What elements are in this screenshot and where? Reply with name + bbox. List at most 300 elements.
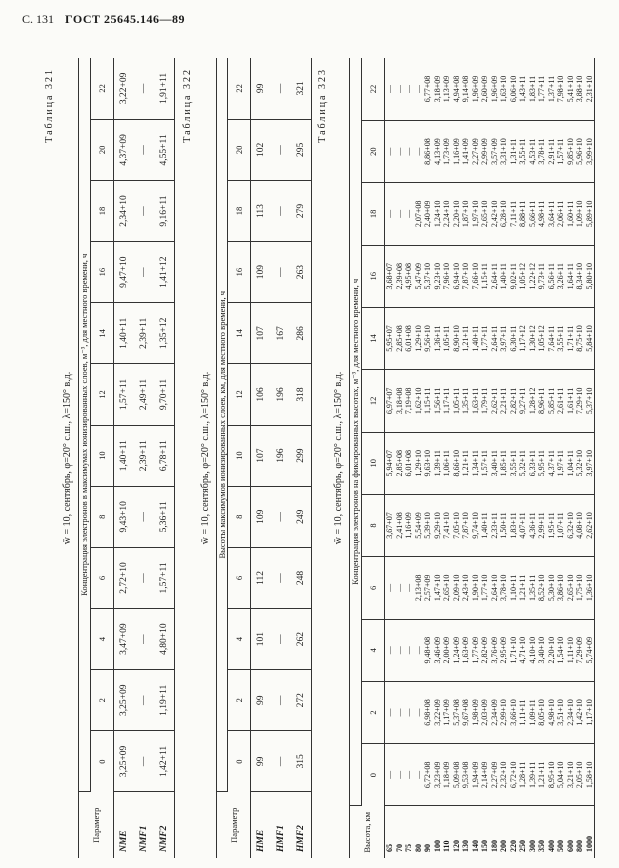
hour-header: 14 <box>228 303 251 364</box>
table-row <box>154 58 175 858</box>
value-cell: 1,04+11 <box>566 432 576 494</box>
value-cell: 1,60+11 <box>566 183 576 245</box>
value-cell: 8,95+10 <box>547 744 557 806</box>
value-cell: 3,78+11 <box>537 120 547 182</box>
value-cell: 2,43+10 <box>461 557 471 619</box>
value-cell: 1,21+11 <box>518 557 528 619</box>
value-cell: 5,32+11 <box>518 432 528 494</box>
value-cell: 1,13+09 <box>442 58 452 120</box>
value-cell: 9,43+10 <box>114 486 135 547</box>
value-cell: 6,72+08 <box>423 744 433 806</box>
value-cell: — <box>134 731 154 792</box>
value-cell: 2,39+11 <box>134 425 154 486</box>
value-cell: 3,46+09 <box>433 619 443 681</box>
table-label: Таблица 322 <box>182 68 193 143</box>
value-cell: — <box>271 180 291 241</box>
height-cell: 800 <box>575 840 584 852</box>
hour-header: 22 <box>362 58 385 120</box>
value-cell: 1,41+09 <box>461 120 471 182</box>
value-cell: 279 <box>291 180 312 241</box>
value-cell: 4,95+08 <box>404 245 414 307</box>
value-cell: 1,34+11 <box>471 432 481 494</box>
value-cell: 1,39+11 <box>433 432 443 494</box>
value-cell: 1,07+11 <box>556 494 566 556</box>
value-cell: 1,75+10 <box>575 557 585 619</box>
value-cell: 1,63+09 <box>461 619 471 681</box>
value-cell: 2,95+09 <box>499 619 509 681</box>
value-cell: 1,21+11 <box>461 307 471 369</box>
value-cell: — <box>414 619 424 681</box>
value-cell: 3,25+09 <box>114 731 135 792</box>
value-cell: 6,28+10 <box>499 183 509 245</box>
value-cell: 3,31+10 <box>499 120 509 182</box>
value-cell: 2,49+11 <box>134 364 154 425</box>
value-cell: 315 <box>291 731 312 792</box>
hour-header: 2 <box>362 681 385 743</box>
hour-header: 0 <box>228 731 251 792</box>
value-cell: 1,63+11 <box>471 370 481 432</box>
value-cell: 9,23+10 <box>433 245 443 307</box>
value-cell: 1,17+11 <box>442 370 452 432</box>
value-cell: 1,31+11 <box>509 120 519 182</box>
value-cell: 3,51+10 <box>556 681 566 743</box>
hour-header: 18 <box>228 180 251 241</box>
table-row <box>423 58 433 858</box>
value-cell: 9,29+10 <box>433 494 443 556</box>
hour-header: 22 <box>228 58 251 119</box>
table-row <box>537 58 547 858</box>
value-cell: — <box>134 547 154 608</box>
value-cell: 1,90+10 <box>471 557 481 619</box>
value-cell: 4,10+10 <box>528 619 538 681</box>
value-cell: — <box>385 557 395 619</box>
value-cell: 2,05+10 <box>575 744 585 806</box>
value-cell: 5,39+10 <box>423 494 433 556</box>
table-row <box>490 58 500 858</box>
value-cell: 8,96+11 <box>537 370 547 432</box>
value-cell: 1,71+11 <box>566 307 576 369</box>
value-cell: 2,41+08 <box>395 494 405 556</box>
value-cell: 1,57+11 <box>480 432 490 494</box>
value-cell: 2,27+09 <box>471 120 481 182</box>
value-cell: 1,15+11 <box>480 245 490 307</box>
hour-header: 0 <box>91 731 114 792</box>
height-cell: 300 <box>527 840 537 852</box>
hour-header: 4 <box>362 619 385 681</box>
value-cell: 5,32+10 <box>575 432 585 494</box>
value-cell: 2,72+10 <box>114 547 135 608</box>
value-cell: 9,47+10 <box>114 242 135 303</box>
value-cell: 3,64+11 <box>547 183 557 245</box>
value-cell: 9,14+08 <box>461 58 471 120</box>
hour-header: 10 <box>228 425 251 486</box>
hour-header: 12 <box>362 370 385 432</box>
value-cell: 1,95+11 <box>547 494 557 556</box>
value-cell: 2,00+09 <box>442 619 452 681</box>
value-cell: 2,64+11 <box>490 245 500 307</box>
value-cell: 5,47+09 <box>414 245 424 307</box>
value-cell: 2,62+11 <box>490 370 500 432</box>
value-cell: 101 <box>251 609 272 670</box>
value-cell: — <box>385 120 395 182</box>
value-cell: 3,97+10 <box>585 432 595 494</box>
value-cell: 2,42+10 <box>490 183 500 245</box>
height-cell: 75 <box>404 844 413 852</box>
value-cell: 2,32+10 <box>499 744 509 806</box>
table-row <box>556 58 566 858</box>
value-cell: 1,37+11 <box>547 58 557 120</box>
value-cell: 3,57+09 <box>490 120 500 182</box>
value-cell: 3,68+07 <box>385 245 395 307</box>
value-cell: 6,97+07 <box>385 370 395 432</box>
value-cell: 7,87+10 <box>461 245 471 307</box>
value-cell: — <box>271 731 291 792</box>
param-cell: HMF2 <box>291 792 312 858</box>
table-row <box>433 58 443 858</box>
value-cell: 106 <box>251 364 272 425</box>
value-cell: 3,40+10 <box>537 619 547 681</box>
value-cell: 1,28+11 <box>518 744 528 806</box>
value-cell: 3,22+09 <box>433 681 443 743</box>
value-cell: 107 <box>251 303 272 364</box>
value-cell: 8,34+10 <box>575 245 585 307</box>
value-cell: 8,75+10 <box>575 307 585 369</box>
value-cell: — <box>385 58 395 120</box>
value-cell: — <box>395 681 405 743</box>
value-cell: 1,39+11 <box>528 744 538 806</box>
hour-header: 20 <box>362 120 385 182</box>
value-cell: 1,96+09 <box>471 58 481 120</box>
value-cell: 1,40+11 <box>499 245 509 307</box>
value-cell: 1,22+12 <box>528 245 538 307</box>
value-cell: 2,07+08 <box>414 183 424 245</box>
hour-header: 2 <box>91 670 114 731</box>
value-cell: 2,20+10 <box>452 183 462 245</box>
value-cell: — <box>271 670 291 731</box>
value-cell: 4,13+09 <box>433 120 443 182</box>
value-cell: 6,94+10 <box>452 245 462 307</box>
value-cell: 7,29+09 <box>575 619 585 681</box>
value-cell: 3,88+10 <box>575 58 585 120</box>
value-cell: 1,71+10 <box>509 619 519 681</box>
value-cell: 1,97+11 <box>556 432 566 494</box>
value-cell: — <box>404 120 414 182</box>
value-cell: 6,77+08 <box>423 58 433 120</box>
value-cell: 3,97+11 <box>499 307 509 369</box>
value-cell: 1,41+12 <box>154 242 175 303</box>
value-cell: 1,29+10 <box>414 432 424 494</box>
value-cell: 5,94+07 <box>385 432 395 494</box>
value-cell: — <box>271 242 291 303</box>
value-cell: 1,83+11 <box>528 58 538 120</box>
param-cell: NME <box>119 830 129 852</box>
value-cell: — <box>414 744 424 806</box>
value-cell: 1,58+10 <box>585 744 595 806</box>
table-row <box>499 58 509 858</box>
height-cell: 100 <box>432 840 442 852</box>
value-cell: 5,95+11 <box>537 432 547 494</box>
value-cell: 1,77+11 <box>480 307 490 369</box>
value-cell: 4,53+11 <box>528 120 538 182</box>
height-cell: 180 <box>489 840 499 852</box>
value-cell: — <box>395 557 405 619</box>
value-cell: 2,65+10 <box>442 557 452 619</box>
value-cell: 1,77+09 <box>471 619 481 681</box>
height-cell: 350 <box>537 840 546 852</box>
value-cell: 8,90+10 <box>452 307 462 369</box>
value-cell: 1,11+11 <box>518 681 528 743</box>
value-cell: 3,18+08 <box>395 370 405 432</box>
value-cell: 7,96+10 <box>442 245 452 307</box>
table-322 <box>216 58 312 858</box>
table-row <box>509 58 519 858</box>
value-cell: 263 <box>291 242 312 303</box>
value-cell: 2,99+09 <box>480 120 490 182</box>
table-row <box>404 58 414 858</box>
value-cell: 5,66+11 <box>528 183 538 245</box>
value-cell: 9,63+10 <box>423 432 433 494</box>
value-cell: 1,96+09 <box>490 58 500 120</box>
value-cell: 3,22+09 <box>114 58 135 119</box>
value-cell: 196 <box>271 425 291 486</box>
height-cell: 120 <box>451 840 461 852</box>
table-row <box>461 58 471 858</box>
value-cell: 6,01+08 <box>404 307 414 369</box>
value-cell: 1,91+11 <box>154 58 175 119</box>
value-cell: 9,74+10 <box>471 494 481 556</box>
value-cell: 262 <box>291 609 312 670</box>
value-cell: 7,87+10 <box>461 494 471 556</box>
value-cell: 5,80+10 <box>585 245 595 307</box>
value-cell: 3,55+11 <box>509 432 519 494</box>
hour-header: 6 <box>362 557 385 619</box>
value-cell: 9,48+08 <box>423 619 433 681</box>
value-cell: 7,19+08 <box>404 370 414 432</box>
value-cell: 321 <box>291 58 312 119</box>
table-row <box>251 58 272 858</box>
value-cell: 5,54+09 <box>414 494 424 556</box>
value-cell: 4,71+10 <box>518 619 528 681</box>
value-cell: 1,28+12 <box>528 370 538 432</box>
group-header: Высоты максимумов ионизированных слоев, км, для местного времени, ч <box>217 58 228 792</box>
value-cell: 286 <box>291 303 312 364</box>
table-row <box>480 58 490 858</box>
hour-header: 10 <box>91 425 114 486</box>
param-header: Высота, км <box>350 806 385 858</box>
value-cell: 1,05+12 <box>518 245 528 307</box>
hour-header: 18 <box>362 183 385 245</box>
table-row <box>414 58 424 858</box>
hour-header: 20 <box>228 119 251 180</box>
value-cell: 167 <box>271 303 291 364</box>
value-cell: 3,26+11 <box>556 245 566 307</box>
height-cell: 250 <box>518 840 527 852</box>
value-cell: — <box>134 609 154 670</box>
value-cell: 9,16+11 <box>154 180 175 241</box>
height-cell: 90 <box>423 844 432 852</box>
value-cell: 1,87+10 <box>461 183 471 245</box>
value-cell: — <box>414 120 424 182</box>
value-cell: — <box>395 120 405 182</box>
value-cell: 9,70+11 <box>154 364 175 425</box>
value-cell: — <box>385 183 395 245</box>
value-cell: — <box>404 681 414 743</box>
height-cell: 110 <box>442 840 451 852</box>
value-cell: 6,78+11 <box>154 425 175 486</box>
value-cell: 4,98+11 <box>537 183 547 245</box>
value-cell: — <box>404 58 414 120</box>
value-cell: 5,74+09 <box>585 619 595 681</box>
value-cell: 1,35+12 <box>154 303 175 364</box>
param-header: Параметр <box>79 792 114 858</box>
table-row <box>385 58 395 858</box>
value-cell: 2,99+11 <box>537 494 547 556</box>
value-cell: 1,57+11 <box>114 364 135 425</box>
value-cell: 1,36+11 <box>433 307 443 369</box>
hour-header: 8 <box>91 486 114 547</box>
value-cell: 8,88+11 <box>518 183 528 245</box>
value-cell: — <box>395 744 405 806</box>
value-cell: 113 <box>251 180 272 241</box>
value-cell: 1,18+09 <box>442 744 452 806</box>
table-label: Таблица 321 <box>44 68 55 143</box>
value-cell: 8,05+10 <box>537 681 547 743</box>
value-cell: 1,35+11 <box>461 370 471 432</box>
value-cell: 7,05+10 <box>452 494 462 556</box>
value-cell: — <box>271 547 291 608</box>
value-cell: 7,11+11 <box>509 183 519 245</box>
value-cell: 3,86+10 <box>556 557 566 619</box>
value-cell: 1,10+11 <box>509 557 519 619</box>
value-cell: — <box>414 681 424 743</box>
value-cell: 1,94+09 <box>471 744 481 806</box>
value-cell: 1,43+11 <box>518 58 528 120</box>
param-cell: NMF2 <box>154 792 175 858</box>
value-cell: 6,01+08 <box>404 432 414 494</box>
value-cell: 4,94+08 <box>452 58 462 120</box>
value-cell: 2,40+09 <box>423 183 433 245</box>
table-row <box>395 58 405 858</box>
hour-header: 6 <box>91 547 114 608</box>
value-cell: 1,06+11 <box>442 432 452 494</box>
value-cell: 1,40+11 <box>114 303 135 364</box>
page-number: С. 131 <box>22 12 55 26</box>
value-cell: 2,82+11 <box>509 370 519 432</box>
value-cell: — <box>395 183 405 245</box>
height-cell: 140 <box>470 840 480 852</box>
height-cell: 70 <box>394 844 404 852</box>
value-cell: 1,40+11 <box>471 307 481 369</box>
value-cell: — <box>395 58 405 120</box>
value-cell: 2,85+08 <box>395 307 405 369</box>
value-cell: 2,64+10 <box>490 557 500 619</box>
hour-header: 22 <box>91 58 114 119</box>
value-cell: 1,17+12 <box>518 307 528 369</box>
value-cell: 2,34+09 <box>490 681 500 743</box>
value-cell: 109 <box>251 242 272 303</box>
value-cell: 2,09+10 <box>452 557 462 619</box>
value-cell: 1,57+11 <box>154 547 175 608</box>
value-cell: 3,25+09 <box>114 670 135 731</box>
value-cell: 3,66+10 <box>509 681 519 743</box>
value-cell: 3,76+09 <box>490 619 500 681</box>
table-caption: w̄ = 10, сентябрь, φ=20° с.ш., λ=150° в.д. <box>333 371 344 545</box>
value-cell: 1,50+11 <box>499 494 509 556</box>
value-cell: — <box>404 619 414 681</box>
value-cell: 1,17+10 <box>585 681 595 743</box>
value-cell: 2,27+09 <box>490 744 500 806</box>
value-cell: 1,42+11 <box>154 731 175 792</box>
param-cell: NMF1 <box>139 825 149 852</box>
value-cell: 1,09+10 <box>575 183 585 245</box>
value-cell: 272 <box>291 670 312 731</box>
value-cell: 5,41+10 <box>566 58 576 120</box>
value-cell: 5,37+08 <box>452 681 462 743</box>
value-cell: 4,07+11 <box>518 494 528 556</box>
value-cell: 1,24+10 <box>433 183 443 245</box>
hour-header: 14 <box>91 303 114 364</box>
group-header: Концентрация электронов в максимумах ионизированных слоев, м⁻³, для местного времени, ч <box>79 58 91 792</box>
value-cell: 5,04+10 <box>556 744 566 806</box>
table-321 <box>78 58 175 858</box>
value-cell: 107 <box>251 425 272 486</box>
group-header: Концентрация электронов на фиксированных высотах, м⁻³, для местного времени, ч <box>350 58 362 806</box>
value-cell: 1,83+11 <box>509 494 519 556</box>
value-cell: 1,62+10 <box>414 370 424 432</box>
value-cell: 3,18+09 <box>433 58 443 120</box>
height-cell: 200 <box>499 840 508 852</box>
value-cell: 2,33+11 <box>490 494 500 556</box>
value-cell: 3,21+10 <box>566 744 576 806</box>
value-cell: 2,82+09 <box>480 619 490 681</box>
hour-header: 16 <box>362 245 385 307</box>
value-cell: 9,85+10 <box>566 120 576 182</box>
value-cell: 5,09+08 <box>452 744 462 806</box>
value-cell: 1,16+09 <box>452 120 462 182</box>
value-cell: 5,89+10 <box>585 183 595 245</box>
table-row <box>575 58 585 858</box>
value-cell: 1,21+11 <box>461 432 471 494</box>
value-cell: 2,91+11 <box>547 120 557 182</box>
value-cell: 99 <box>251 58 272 119</box>
value-cell: 2,65+10 <box>480 183 490 245</box>
value-cell: 5,37+10 <box>423 245 433 307</box>
value-cell: 2,61+11 <box>556 370 566 432</box>
value-cell: — <box>414 58 424 120</box>
table-row <box>291 58 312 858</box>
value-cell: — <box>385 619 395 681</box>
value-cell: 1,79+11 <box>480 370 490 432</box>
value-cell: 5,84+10 <box>585 307 595 369</box>
hour-header: 8 <box>228 486 251 547</box>
hour-header: 12 <box>91 364 114 425</box>
table-label: Таблица 323 <box>317 68 328 143</box>
hour-header: 10 <box>362 432 385 494</box>
value-cell: 196 <box>271 364 291 425</box>
value-cell: 9,67+08 <box>461 681 471 743</box>
value-cell: 1,05+12 <box>537 307 547 369</box>
value-cell: 2,39+11 <box>134 303 154 364</box>
hour-header: 4 <box>228 609 251 670</box>
hour-header: 16 <box>228 242 251 303</box>
value-cell: 1,97+10 <box>471 183 481 245</box>
value-cell: 3,67+07 <box>385 494 395 556</box>
value-cell: 7,29+10 <box>575 370 585 432</box>
value-cell: 4,55+11 <box>154 119 175 180</box>
value-cell: — <box>134 242 154 303</box>
value-cell: 1,61+11 <box>566 370 576 432</box>
value-cell: 2,62+10 <box>585 494 595 556</box>
